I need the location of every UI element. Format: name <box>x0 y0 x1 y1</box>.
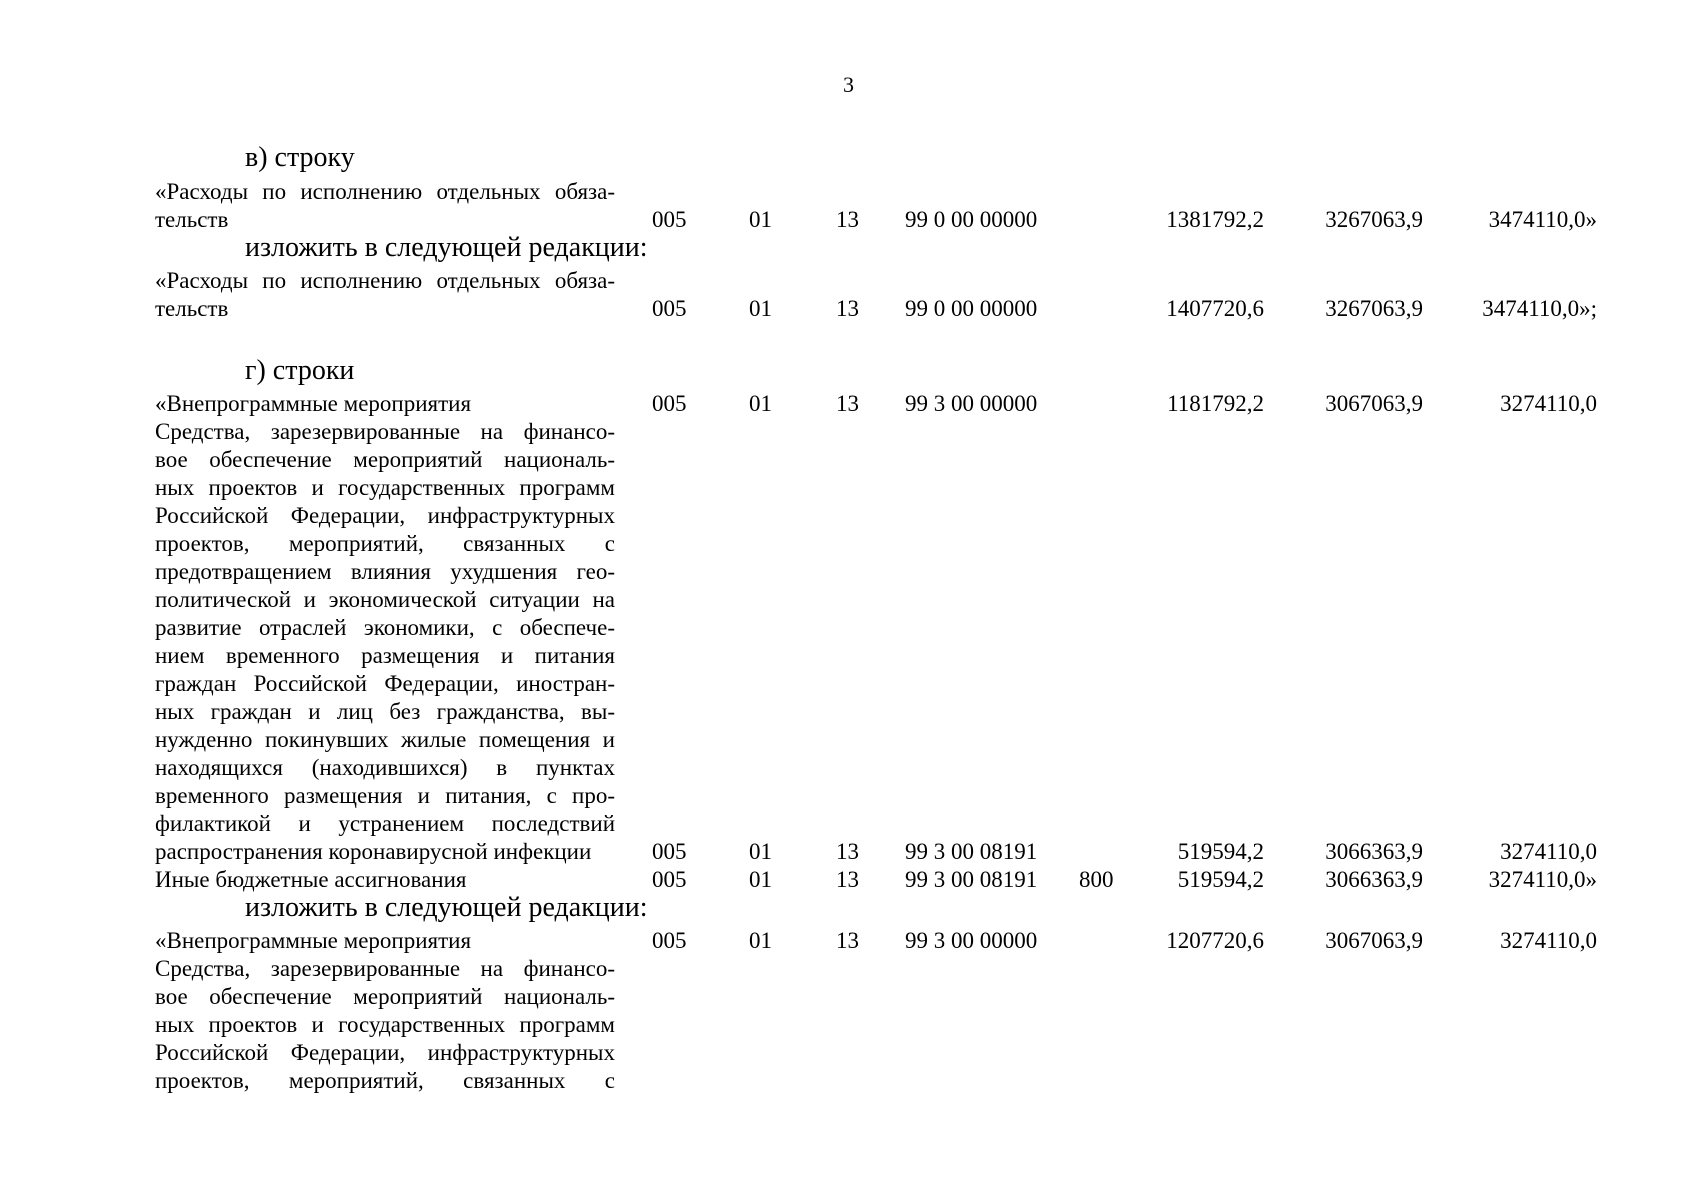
cell-pr: 13 <box>836 207 859 232</box>
table-row <box>0 502 1697 530</box>
cell-year3: 3474110,0»; <box>1482 296 1597 321</box>
table-row <box>0 726 1697 754</box>
cell-gr: 005 <box>652 928 687 953</box>
cell-year2: 3267063,9 <box>1325 207 1423 232</box>
table-row <box>0 955 1697 983</box>
cell-year2: 3267063,9 <box>1325 296 1423 321</box>
cell-pr: 13 <box>836 928 859 953</box>
section-v-heading: в) строку <box>245 142 355 173</box>
cell-year2: 3066363,9 <box>1325 867 1423 892</box>
row-name-line: проектов, мероприятий, связанных с <box>155 1068 615 1093</box>
row-name-line: ных проектов и государственных программ <box>155 1012 615 1037</box>
cell-csr: 99 3 00 08191 <box>905 867 1038 892</box>
table-row <box>0 1011 1697 1039</box>
row-name-line: тельств <box>155 207 229 232</box>
table-row <box>0 390 1697 418</box>
cell-rz: 01 <box>749 296 772 321</box>
table-row <box>0 530 1697 558</box>
cell-year1: 1407720,6 <box>1166 296 1264 321</box>
table-row <box>0 670 1697 698</box>
row-name-line: ных проектов и государственных программ <box>155 475 615 500</box>
cell-year1: 1181792,2 <box>1167 391 1264 416</box>
table-row <box>0 295 1697 323</box>
row-name-line: тельств <box>155 296 229 321</box>
row-name-line: Российской Федерации, инфраструктурных <box>155 1040 615 1065</box>
row-name-line: временного размещения и питания, с про- <box>155 783 615 808</box>
table-row <box>0 838 1697 866</box>
row-name-line: вое обеспечение мероприятий националь- <box>155 447 615 472</box>
row-name-line: предотвращением влияния ухудшения гео- <box>155 559 615 584</box>
row-name-line: распространения коронавирусной инфекции <box>155 839 592 864</box>
section-g-heading: г) строки <box>245 355 355 386</box>
table-row <box>0 474 1697 502</box>
cell-year1: 1207720,6 <box>1166 928 1264 953</box>
cell-year2: 3067063,9 <box>1325 391 1423 416</box>
row-name-line: развитие отраслей экономики, с обеспече- <box>155 615 615 640</box>
cell-year3: 3474110,0» <box>1488 207 1597 232</box>
row-name-line: «Внепрограммные мероприятия <box>155 391 472 416</box>
cell-year3: 3274110,0 <box>1500 928 1597 953</box>
row-name-line: граждан Российской Федерации, иностран- <box>155 671 615 696</box>
row-name-line: Средства, зарезервированные на финансо- <box>155 956 615 981</box>
section-v-edit-heading: изложить в следующей редакции: <box>245 232 648 263</box>
row-name-line: Средства, зарезервированные на финансо- <box>155 419 615 444</box>
table-row <box>0 614 1697 642</box>
cell-pr: 13 <box>836 391 859 416</box>
table-row <box>0 698 1697 726</box>
row-name-line: Иные бюджетные ассигнования <box>155 867 467 892</box>
row-name-line: находящихся (находившихся) в пунктах <box>155 755 615 780</box>
row-name-line: нием временного размещения и питания <box>155 643 615 668</box>
cell-rz: 01 <box>749 391 772 416</box>
row-name-line: «Расходы по исполнению отдельных обяза- <box>155 179 615 204</box>
cell-rz: 01 <box>749 207 772 232</box>
cell-year3: 3274110,0 <box>1500 391 1597 416</box>
cell-year2: 3066363,9 <box>1325 839 1423 864</box>
page-number: 3 <box>843 72 854 97</box>
cell-csr: 99 3 00 08191 <box>905 839 1038 864</box>
cell-year2: 3067063,9 <box>1325 928 1423 953</box>
row-name-line: ных граждан и лиц без гражданства, вы- <box>155 699 615 724</box>
cell-gr: 005 <box>652 391 687 416</box>
table-row <box>0 983 1697 1011</box>
row-name-line: нужденно покинувших жилые помещения и <box>155 727 615 752</box>
row-name-line: Российской Федерации, инфраструктурных <box>155 503 615 528</box>
cell-year1: 519594,2 <box>1177 839 1264 864</box>
cell-gr: 005 <box>652 867 687 892</box>
table-row <box>0 418 1697 446</box>
section-g-edit-heading: изложить в следующей редакции: <box>245 892 648 923</box>
row-name-line: проектов, мероприятий, связанных с <box>155 531 615 556</box>
cell-year3: 3274110,0» <box>1488 867 1597 892</box>
cell-year3: 3274110,0 <box>1500 839 1597 864</box>
cell-pr: 13 <box>836 867 859 892</box>
cell-rz: 01 <box>749 867 772 892</box>
cell-gr: 005 <box>652 839 687 864</box>
cell-pr: 13 <box>836 839 859 864</box>
cell-csr: 99 0 00 00000 <box>905 207 1038 232</box>
table-row <box>0 642 1697 670</box>
cell-vr: 800 <box>1079 867 1114 892</box>
row-name-line: «Расходы по исполнению отдельных обяза- <box>155 268 615 293</box>
table-row <box>0 782 1697 810</box>
cell-gr: 005 <box>652 207 687 232</box>
table-row <box>0 1067 1697 1095</box>
cell-rz: 01 <box>749 928 772 953</box>
cell-pr: 13 <box>836 296 859 321</box>
table-row <box>0 927 1697 955</box>
table-row <box>0 178 1697 206</box>
cell-year1: 1381792,2 <box>1166 207 1264 232</box>
row-name-line: филактикой и устранением последствий <box>155 811 615 836</box>
table-row <box>0 558 1697 586</box>
row-name-line: политической и экономической ситуации на <box>155 587 615 612</box>
row-name-line: «Внепрограммные мероприятия <box>155 928 472 953</box>
cell-csr: 99 0 00 00000 <box>905 296 1038 321</box>
cell-csr: 99 3 00 00000 <box>905 391 1038 416</box>
table-row <box>0 267 1697 295</box>
row-name-line: вое обеспечение мероприятий националь- <box>155 984 615 1009</box>
cell-gr: 005 <box>652 296 687 321</box>
cell-csr: 99 3 00 00000 <box>905 928 1038 953</box>
cell-year1: 519594,2 <box>1177 867 1264 892</box>
table-row <box>0 810 1697 838</box>
cell-rz: 01 <box>749 839 772 864</box>
table-row <box>0 866 1697 894</box>
table-row <box>0 206 1697 234</box>
table-row <box>0 586 1697 614</box>
table-row <box>0 754 1697 782</box>
table-row <box>0 446 1697 474</box>
table-row <box>0 1039 1697 1067</box>
